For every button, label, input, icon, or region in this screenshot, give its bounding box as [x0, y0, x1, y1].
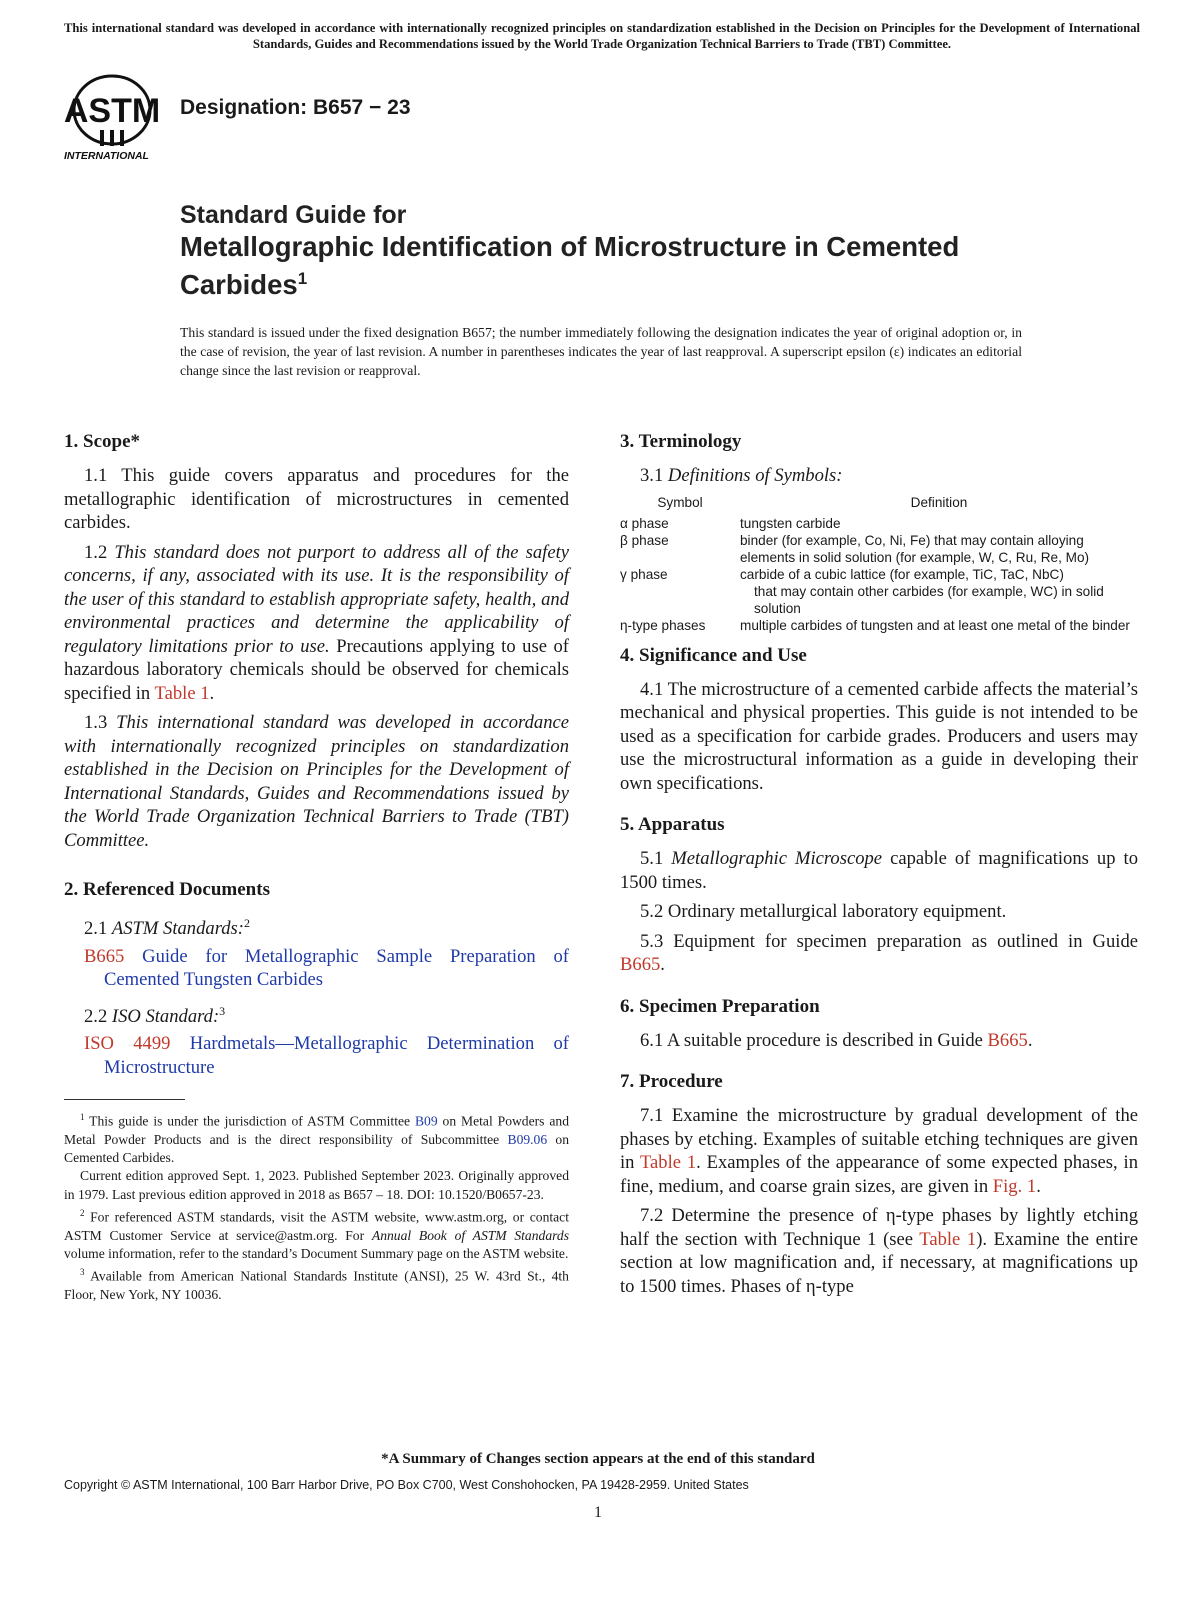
definition-cell	[740, 566, 1138, 617]
section-5-heading: 5. Apparatus	[620, 814, 725, 835]
section-2-heading: 2. Referenced Documents	[64, 879, 270, 900]
symbol-cell: β phase	[620, 532, 669, 548]
para-5-3: 5.3 Equipment for specimen preparation as outlined in Guide B665.	[620, 930, 1138, 975]
para-1-2-italic: This standard does not purport to address all of the safety concerns, if any, associated with its use. It is the responsibility of the user of this standard to establish appropriate safety, health, and environmental practices and determine the applicability of regulatory limitations prior to use.	[64, 541, 569, 657]
footnote-3-mark: 3	[80, 1267, 85, 1278]
footnote-ref-3[interactable]: 3	[219, 1003, 226, 1018]
para-1-2-num: 1.2	[84, 541, 108, 563]
footnote-1-edition: Current edition approved Sept. 1, 2023. Published September 2023. Originally approved in 1979. Last previous edition approved in 2018 as B657 – 18. DOI: 10.1520/B0657-23.	[64, 1168, 569, 1202]
ref-b665	[64, 945, 569, 992]
document-title	[180, 199, 959, 301]
section-4-heading: 4. Significance and Use	[620, 644, 807, 666]
symbol-cell: η-type phases	[620, 617, 706, 633]
para-1-1: 1.1 This guide covers apparatus and procedures for the metallographic identification of microstructures in cemented carbides.	[64, 465, 569, 533]
section-6-heading: 6. Specimen Preparation	[620, 995, 820, 1017]
issue-note: This standard is issued under the fixed designation B657; the number immediately following the designation indicates the year of original adoption or, in the case of revision, the year of last revision. A number in parentheses indicates the year of last reapproval. A superscript epsilon (ε) indicates an editorial change since the last revision or reapproval.	[180, 325, 1022, 378]
page-number: 1	[594, 1504, 602, 1521]
para-1-2: 1.2 This standard does not purport to address all of the safety concerns, if any, associated with its use. It is the responsibility of the user of this standard to establish appropriate safety, health, and environmental practices and determine the applicability of regulatory limitations prior to use. Precautions applying to use of hazardous laboratory chemicals should be observed for chemicals specified in Table 1.	[64, 541, 569, 704]
subsection-2-2-label: ISO Standard:	[111, 1005, 220, 1027]
para-5-1-num: 5.1	[640, 848, 664, 869]
title-line-3-text: Carbides	[180, 269, 298, 301]
para-1-2-rest: Precautions applying to use of hazardous laboratory chemicals should be observed for chemicals specified in	[64, 635, 569, 704]
footnote-2-italic: Annual Book of ASTM Standards	[371, 1227, 569, 1243]
title-footnote-mark[interactable]: 1	[297, 269, 308, 288]
link-iso-4499[interactable]: ISO 4499	[84, 1033, 171, 1055]
para-5-1-rest: capable of magnifications up to 1500 times.	[620, 848, 1138, 893]
footnote-1-text-a: This guide is under the jurisdiction of ASTM Committee	[89, 1113, 411, 1129]
para-1-3-italic: This international standard was developed in accordance with internationally recognized principles on standardization established in the Decision on Principles for the Development of International Standards, Guides and Recommendations issued by the World Trade Organization Technical Barriers to Trade (TBT) Committee.	[64, 712, 570, 851]
subsection-3-1-num: 3.1	[640, 465, 664, 486]
section-7-heading: 7. Procedure	[620, 1071, 723, 1092]
title-line-2: Metallographic Identification of Microstructure in Cemented	[180, 231, 960, 262]
para-7-2	[620, 1204, 1138, 1298]
para-7-2-text-a: 7.2 Determine the presence of η-type phases by lightly etching half the section with Technique 1 (see	[620, 1205, 1138, 1250]
title-line-1: Standard Guide for	[180, 201, 407, 229]
para-5-3-text: 5.3 Equipment for specimen preparation as outlined in Guide	[640, 930, 1138, 952]
para-5-2: 5.2 Ordinary metallurgical laboratory equipment.	[640, 901, 1007, 922]
footnote-1	[64, 1108, 569, 1167]
para-7-1: 7.1 Examine the microstructure by gradual development of the phases by etching. Examples of suitable etching techniques are given in Table 1. Examples of the appearance of some expected phases, in fine, medium, and coarse grain sizes, are given in Fig. 1.	[620, 1105, 1138, 1197]
footnote-2-text-b: volume information, refer to the standard’s Document Summary page on the ASTM website.	[64, 1246, 569, 1262]
para-7-2-text-b: ). Examine the entire section at low magnification and, if necessary, at magnifications up to 1500 times. Phases of η-type	[620, 1228, 1138, 1297]
para-1-3-num: 1.3	[84, 712, 108, 733]
right-column	[620, 430, 1138, 1304]
para-6-1-text: 6.1 A suitable procedure is described in Guide	[640, 1029, 983, 1051]
col-header-symbol: Symbol	[657, 494, 703, 510]
link-table-1[interactable]: Table 1	[154, 682, 210, 704]
table-row	[620, 566, 1138, 617]
subsection-2-2-num: 2.2	[84, 1005, 108, 1027]
footnote-1-mark: 1	[80, 1112, 85, 1122]
subsection-2-1-num: 2.1	[84, 918, 108, 940]
summary-note: *A Summary of Changes section appears at the end of this standard	[381, 1451, 815, 1467]
link-b665-6-1[interactable]: B665	[987, 1029, 1028, 1051]
para-5-1-italic: Metallographic Microscope	[671, 848, 883, 869]
logo-subtext: INTERNATIONAL	[64, 150, 149, 162]
title-line-3	[180, 263, 959, 301]
logo-mark-text: ASTM	[64, 92, 161, 130]
footnote-1-text-c: on Cemented Carbides.	[64, 1131, 570, 1166]
link-iso-4499-title[interactable]: Hardmetals—Metallographic Determination of Microstructure	[104, 1033, 569, 1078]
ref-iso-4499	[64, 1032, 569, 1079]
symbol-cell: α phase	[620, 515, 669, 531]
footnote-2-mark: 2	[80, 1208, 85, 1219]
link-table-1-7-2[interactable]: Table 1	[919, 1228, 977, 1250]
para-1-3	[64, 711, 569, 852]
table-row	[620, 515, 1138, 532]
para-4-1: 4.1 The microstructure of a cemented carbide affects the material’s mechanical and physical properties. This guide is not intended to be used as a specification for carbide grades. Producers and users may use the microstructural information as a guide in developing their own specifications.	[620, 678, 1138, 794]
definition-continuation: that may contain other carbides (for example, WC) in solid solution	[754, 583, 1104, 616]
link-b665-title[interactable]: Guide for Metallographic Sample Preparation of Cemented Tungsten Carbides	[104, 945, 569, 991]
definition-cell: tungsten carbide	[740, 515, 841, 531]
symbol-cell: γ phase	[620, 566, 668, 582]
link-b09[interactable]: B09	[414, 1113, 438, 1129]
section-1-heading: 1. Scope*	[64, 431, 140, 452]
table-row	[620, 617, 1138, 634]
col-header-definition: Definition	[910, 494, 968, 510]
footnotes	[64, 1108, 569, 1305]
para-6-1: 6.1 A suitable procedure is described in Guide B665.	[640, 1029, 1033, 1051]
definition-main: carbide of a cubic lattice (for example, TiC, TaC, NbC)	[740, 566, 1064, 582]
link-table-1-7-1[interactable]: Table 1	[639, 1152, 697, 1173]
para-5-1	[620, 847, 1138, 894]
footnote-3	[64, 1263, 569, 1304]
section-3-heading: 3. Terminology	[620, 431, 742, 452]
footnote-ref-2[interactable]: 2	[243, 916, 250, 930]
link-fig-1[interactable]: Fig. 1	[992, 1175, 1037, 1197]
definition-cell: multiple carbides of tungsten and at least one metal of the binder	[740, 617, 1130, 633]
link-b665-5-3[interactable]: B665	[620, 954, 661, 975]
symbols-table	[620, 494, 1138, 634]
subsection-2-1-label: ASTM Standards:	[111, 918, 244, 940]
subsection-2-1	[64, 912, 569, 941]
para-7-1-text-a: 7.1 Examine the microstructure by gradual development of the phases by etching. Examples of suitable etching techniques are given in	[620, 1105, 1138, 1173]
table-row	[620, 532, 1138, 566]
designation: Designation: B657 − 23	[180, 96, 411, 119]
copyright: Copyright © ASTM International, 100 Barr Harbor Drive, PO Box C700, West Conshohocken, PA 19428-2959. United States	[64, 1478, 749, 1492]
footnote-2	[64, 1204, 569, 1263]
definition-cell: binder (for example, Co, Ni, Fe) that may contain alloying elements in solid solution (for example, W, C, Ru, Re, Mo)	[740, 532, 1090, 565]
footnote-1-text-b: on Metal Powders and Metal Powder Products and is the direct responsibility of Subcommittee	[64, 1113, 569, 1147]
subsection-3-1	[620, 464, 1138, 488]
subsection-3-1-label: Definitions of Symbols:	[667, 465, 843, 486]
link-b09-06[interactable]: B09.06	[507, 1131, 548, 1147]
header-notice: This international standard was developed in accordance with internationally recognized principles on standardization established in the Decision on Principles for the Development of International Standards, Guides and Recommendations issued by the World Trade Organization Technical Barriers to Trade (TBT) Committee.	[64, 21, 1140, 51]
link-b665[interactable]: B665	[84, 945, 125, 967]
subsection-2-2	[64, 1000, 569, 1029]
left-column	[64, 430, 569, 1085]
footnote-2-text-a: For referenced ASTM standards, visit the ASTM website, www.astm.org, or contact ASTM Customer Service at service@astm.org. For	[64, 1209, 569, 1243]
footnote-rule	[64, 1099, 185, 1100]
para-7-1-text-b: . Examples of the appearance of some expected phases, in fine, medium, and coarse grain sizes, are given in	[620, 1152, 1138, 1197]
footnote-3-text: Available from American National Standards Institute (ANSI), 25 W. 43rd St., 4th Floor, New York, NY 10036.	[64, 1268, 569, 1303]
astm-logo	[64, 68, 174, 164]
